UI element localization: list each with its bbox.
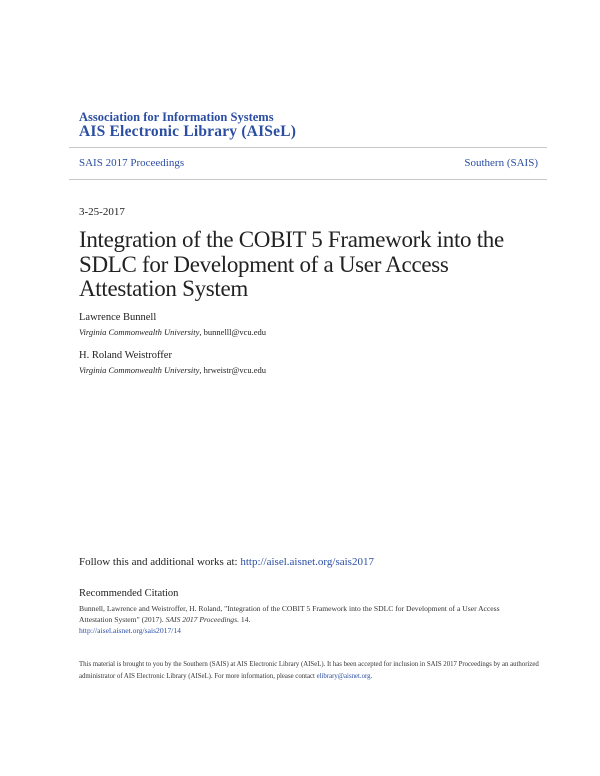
notice-text: This material is brought to you by the Southern (SAIS) at AIS Electronic Library (AISeL). It has been accepted for inclusion in SAIS 2017 Proceedings by an authorized administrator of AIS Electronic Library (AISeL). For more information, please contact: [79, 661, 539, 680]
bottom-divider: [69, 179, 547, 180]
citation-heading: Recommended Citation: [79, 588, 179, 599]
notice-end: .: [370, 672, 373, 680]
follow-link[interactable]: http://aisel.aisnet.org/sais2017: [240, 556, 374, 568]
citation-link[interactable]: http://aisel.aisnet.org/sais2017/14: [79, 626, 181, 635]
citation-text: [79, 603, 529, 636]
author-email: hrweistr@vcu.edu: [203, 365, 267, 375]
author-name: H. Roland Weistroffer: [79, 350, 172, 361]
collection-link[interactable]: Southern (SAIS): [464, 157, 538, 169]
citation-body-end: . 14.: [237, 615, 251, 624]
publication-date: 3-25-2017: [79, 206, 125, 218]
library-name[interactable]: AIS Electronic Library (AISeL): [79, 123, 297, 140]
author-email: bunnelll@vcu.edu: [203, 327, 267, 337]
author-name: Lawrence Bunnell: [79, 312, 157, 323]
repository-notice: [79, 659, 539, 682]
follow-line: [79, 556, 374, 568]
author-institution: Virginia Commonwealth University: [79, 365, 200, 375]
top-divider: [69, 147, 547, 148]
citation-journal: SAIS 2017 Proceedings: [165, 615, 238, 624]
follow-text: Follow this and additional works at:: [79, 556, 241, 568]
author-affiliation: Virginia Commonwealth University, bunnelll@vcu.edu: [79, 327, 267, 337]
proceedings-link[interactable]: SAIS 2017 Proceedings: [79, 157, 185, 169]
author-institution: Virginia Commonwealth University: [79, 327, 200, 337]
contact-email-link[interactable]: elibrary@aisnet.org: [316, 672, 371, 680]
author-affiliation: Virginia Commonwealth University, hrweistr@vcu.edu: [79, 365, 267, 375]
paper-title: Integration of the COBIT 5 Framework into the SDLC for Development of a User Access Attestation System: [79, 227, 504, 301]
citation-body: Bunnell, Lawrence and Weistroffer, H. Roland, "Integration of the COBIT 5 Framework into the SDLC for Development of a User Access Attestation System" (2017).: [79, 604, 500, 624]
org-name: Association for Information Systems: [79, 110, 274, 124]
